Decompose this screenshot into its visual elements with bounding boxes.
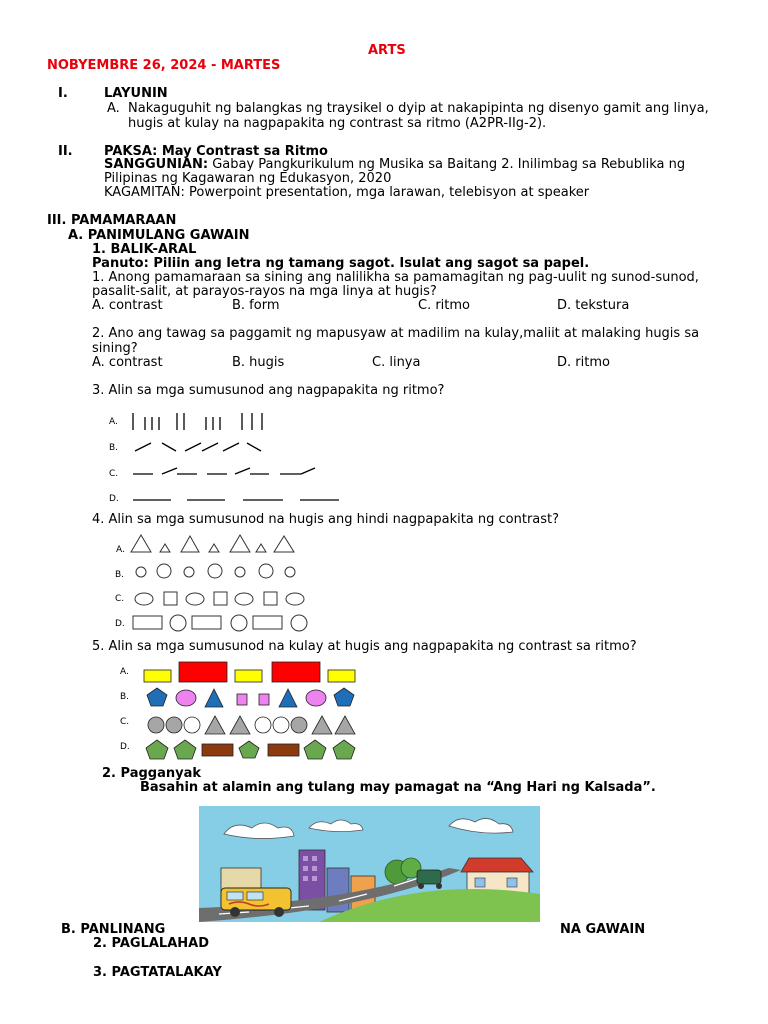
choice-d: D. tekstura xyxy=(557,298,630,313)
question-2: sining? xyxy=(92,341,138,356)
question-1: 1. Anong pamamaraan sa sining ang nalilikha sa pamamagitan ng pag-uulit ng sunod-sunod, xyxy=(92,270,699,285)
pagganyak-text: Basahin at alamin ang tulang may pamagat na “Ang Hari ng Kalsada”. xyxy=(140,780,656,795)
choice-a: A. contrast xyxy=(92,298,163,313)
layunin-text: hugis at kulay na nagpapakita ng contrast sa ritmo (A2PR-IIg-2). xyxy=(128,116,547,131)
line-rhythm-figure xyxy=(125,408,350,508)
option-letter: C. xyxy=(115,594,125,604)
option-letter: B. xyxy=(109,443,119,453)
choice-b: B. form xyxy=(232,298,280,313)
sanggunian-line xyxy=(104,157,685,172)
question-4: 4. Alin sa mga sumusunod na hugis ang hindi nagpapakita ng contrast? xyxy=(92,512,560,527)
option-letter: C. xyxy=(120,717,130,727)
section-num: I. xyxy=(58,86,68,101)
option-letter: C. xyxy=(109,469,119,479)
layunin-heading: LAYUNIN xyxy=(104,86,168,101)
option-letter: A. xyxy=(116,545,125,555)
pamamaraan-heading: III. PAMAMARAAN xyxy=(47,213,177,228)
kagamitan-text: KAGAMITAN: Powerpoint presentation, mga larawan, telebisyon at speaker xyxy=(104,185,590,200)
option-letter: B. xyxy=(120,692,130,702)
page-title: ARTS xyxy=(368,43,406,58)
option-letter: B. xyxy=(115,570,125,580)
pagganyak-heading: 2. Pagganyak xyxy=(102,766,201,781)
choice-d: D. ritmo xyxy=(557,355,610,370)
question-5: 5. Alin sa mga sumusunod na kulay at hugis ang nagpapakita ng contrast sa ritmo? xyxy=(92,639,637,654)
shape-contrast-figure xyxy=(125,533,325,633)
panlinang-heading: B. PANLINANG xyxy=(61,922,166,937)
street-scene-illustration xyxy=(199,806,540,922)
panimulang-heading: A. PANIMULANG GAWAIN xyxy=(68,228,250,243)
item-letter: A. xyxy=(107,101,120,116)
choice-c: C. linya xyxy=(372,355,421,370)
choice-a: A. contrast xyxy=(92,355,163,370)
lesson-date: NOBYEMBRE 26, 2024 - MARTES xyxy=(47,58,281,73)
question-2: 2. Ano ang tawag sa paggamit ng mapusyaw at madilim na kulay,maliit at malaking hugis sa xyxy=(92,326,700,341)
panuto-text: Panuto: Piliin ang letra ng tamang sagot. Isulat ang sagot sa papel. xyxy=(92,256,590,271)
option-letter: A. xyxy=(120,667,129,677)
paglalahad-heading: 2. PAGLALAHAD xyxy=(93,936,209,951)
panlinang-heading-right: NA GAWAIN xyxy=(560,922,646,937)
sanggunian-text: Pilipinas ng Kagawaran ng Edukasyon, 2020 xyxy=(104,171,392,186)
option-letter: D. xyxy=(109,494,119,504)
question-3: 3. Alin sa mga sumusunod ang nagpapakita ng ritmo? xyxy=(92,383,445,398)
choice-b: B. hugis xyxy=(232,355,285,370)
option-letter: A. xyxy=(109,417,118,427)
paksa-heading: PAKSA: May Contrast sa Ritmo xyxy=(104,144,328,159)
balik-aral-heading: 1. BALIK-ARAL xyxy=(92,242,197,257)
question-1: pasalit-salit, at parayos-rayos na mga linya at hugis? xyxy=(92,284,437,299)
layunin-text: Nakaguguhit ng balangkas ng traysikel o dyip at nakapipinta ng disenyo gamit ang linya, xyxy=(128,101,709,116)
option-letter: D. xyxy=(120,742,130,752)
sanggunian-text: Gabay Pangkurikulum ng Musika sa Baitang 2. Inilimbag sa Rebublika ng xyxy=(208,157,686,172)
section-num: II. xyxy=(58,144,73,159)
pagtatalakay-heading: 3. PAGTATALAKAY xyxy=(93,965,222,980)
option-letter: D. xyxy=(115,619,125,629)
choice-c: C. ritmo xyxy=(418,298,471,313)
sanggunian-label: SANGGUNIAN: xyxy=(104,157,209,172)
color-shape-figure xyxy=(138,658,363,760)
